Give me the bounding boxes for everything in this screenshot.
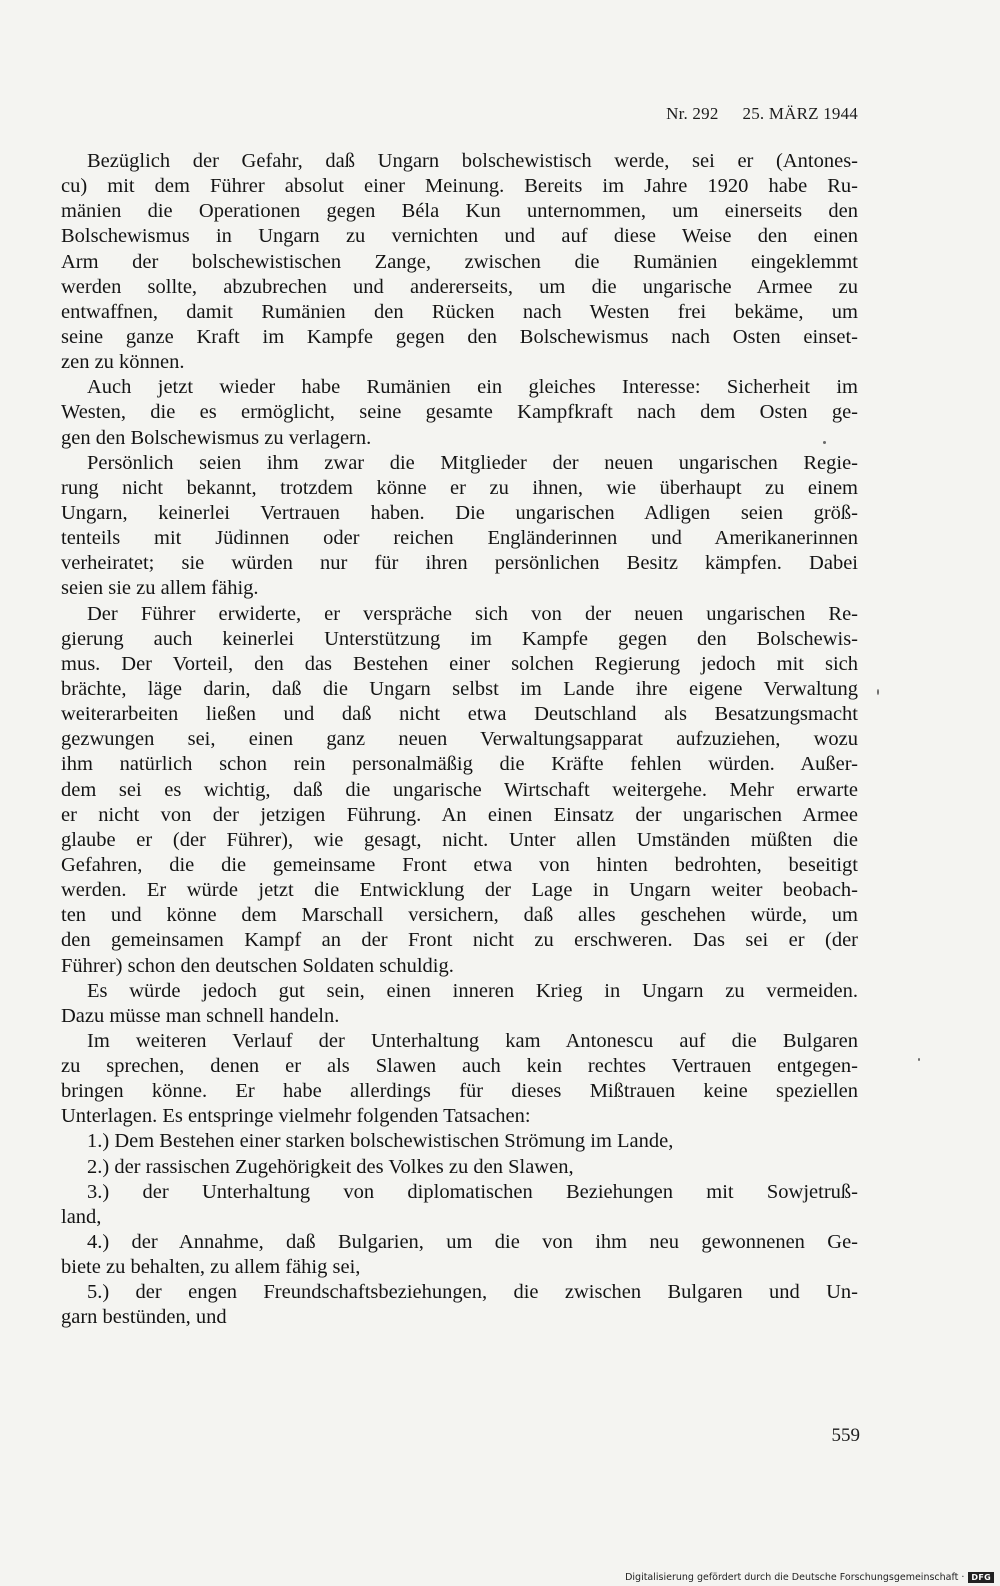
text-line: land, (61, 1205, 102, 1228)
dfg-logo: DFG (968, 1572, 994, 1583)
text-line: ihm natürlich schon rein personalmäßig die Kräfte fehlen würden. Außer- (61, 753, 858, 776)
text-line: Führer) schon den deutschen Soldaten schuldig. (61, 954, 454, 977)
paragraph (61, 1180, 858, 1230)
paragraph (61, 979, 858, 1029)
text-line: ten und könne dem Marschall versichern, daß alles geschehen würde, um (61, 904, 858, 927)
text-line: entwaffnen, damit Rumänien den Rücken nach Westen frei bekäme, um (61, 300, 858, 323)
text-line: 2.) der rassischen Zugehörigkeit des Volkes zu den Slawen, (87, 1155, 574, 1178)
text-line: den gemeinsamen Kampf an der Front nicht zu erschweren. Das sei er (der (61, 929, 858, 952)
text-line: brächte, läge darin, daß die Ungarn selbst im Lande ihre eigene Verwaltung (61, 677, 858, 700)
text-line: seien sie zu allem fähig. (61, 577, 259, 600)
text-line: Der Führer erwiderte, er verspräche sich von der neuen ungarischen Re- (87, 602, 858, 625)
text-line: rung nicht bekannt, trotzdem könne er zu ihnen, wie überhaupt zu einem (61, 476, 858, 499)
running-header (666, 104, 858, 124)
scan-speck (823, 441, 826, 444)
text-line: gen den Bolschewismus zu verlagern. (61, 426, 372, 449)
text-line: Bezüglich der Gefahr, daß Ungarn bolschewistisch werde, sei er (Antones- (87, 150, 858, 172)
text-line: Im weiteren Verlauf der Unterhaltung kam Antonescu auf die Bulgaren (87, 1029, 858, 1052)
paragraph (61, 602, 858, 979)
text-line: gierung auch keinerlei Unterstützung im Kampfe gegen den Bolschewis- (61, 627, 858, 650)
paragraph (61, 1129, 858, 1154)
paragraph (61, 1280, 858, 1330)
text-line: tenteils mit Jüdinnen oder reichen Engländerinnen und Amerikanerinnen (61, 527, 858, 550)
text-line: biete zu behalten, zu allem fähig sei, (61, 1256, 361, 1279)
digitization-credit (625, 1572, 994, 1583)
text-line: werden sollte, abzubrechen und andererseits, um die ungarische Armee zu (61, 275, 858, 298)
text-line: weiterarbeiten ließen und daß nicht etwa Deutschland als Besatzungsmacht (61, 703, 858, 726)
paragraph (61, 1155, 858, 1180)
text-line: Westen, die es ermöglicht, seine gesamte Kampfkraft nach dem Osten ge- (61, 401, 858, 424)
text-line: zu sprechen, denen er als Slawen auch kein rechtes Vertrauen entgegen- (61, 1055, 858, 1078)
text-line: bringen könne. Er habe allerdings für dieses Mißtrauen keine speziellen (61, 1080, 858, 1103)
text-line: Ungarn, keinerlei Vertrauen haben. Die ungarischen Adligen seien größ- (61, 501, 858, 524)
paragraph (61, 451, 858, 602)
text-line: er nicht von der jetzigen Führung. An einen Einsatz der ungarischen Armee (61, 803, 858, 826)
text-line: verheiratet; sie würden nur für ihren persönlichen Besitz kämpfen. Dabei (61, 552, 858, 575)
text-line: gezwungen sei, einen ganz neuen Verwaltungsapparat aufzuziehen, wozu (61, 728, 858, 751)
text-line: mus. Der Vorteil, den das Bestehen einer solchen Regierung jedoch mit sich (61, 652, 858, 675)
text-line: dem sei es wichtig, daß die ungarische Wirtschaft weitergehe. Mehr erwarte (61, 778, 858, 801)
text-line: Arm der bolschewistischen Zange, zwischen die Rumänien eingeklemmt (61, 250, 858, 273)
credit-text: Digitalisierung gefördert durch die Deutsche Forschungsgemeinschaft · (625, 1572, 965, 1583)
body-text (61, 149, 858, 1331)
text-line: Unterlagen. Es entspringe vielmehr folgenden Tatsachen: (61, 1105, 531, 1128)
text-line: werden. Er würde jetzt die Entwicklung der Lage in Ungarn weiter beobach- (61, 879, 858, 902)
text-line: glaube er (der Führer), wie gesagt, nicht. Unter allen Umständen müßten die (61, 828, 858, 851)
paragraph (61, 1230, 858, 1280)
text-line: 4.) der Annahme, daß Bulgarien, um die von ihm neu gewonnenen Ge- (87, 1231, 858, 1254)
text-line: Gefahren, die die gemeinsame Front etwa von hinten bedrohten, beseitigt (61, 853, 858, 876)
paragraph (61, 375, 858, 450)
text-line: Persönlich seien ihm zwar die Mitglieder der neuen ungarischen Regie- (87, 451, 858, 474)
text-line: cu) mit dem Führer absolut einer Meinung. Bereits im Jahre 1920 habe Ru- (61, 175, 858, 198)
paragraph (61, 149, 858, 375)
text-line: zen zu können. (61, 351, 185, 374)
text-line: Bolschewismus in Ungarn zu vernichten und auf diese Weise den einen (61, 225, 858, 248)
text-line: mänien die Operationen gegen Béla Kun unternommen, um einerseits den (61, 200, 858, 223)
text-line: Es würde jedoch gut sein, einen inneren Krieg in Ungarn zu vermeiden. (87, 979, 858, 1002)
text-line: 5.) der engen Freundschaftsbeziehungen, die zwischen Bulgaren und Un- (87, 1281, 858, 1304)
text-line: 3.) der Unterhaltung von diplomatischen Beziehungen mit Sowjetruß- (87, 1180, 858, 1203)
text-line: seine ganze Kraft im Kampfe gegen den Bolschewismus nach Osten einset- (61, 325, 858, 348)
scan-speck (877, 689, 879, 695)
text-line: 1.) Dem Bestehen einer starken bolschewistischen Strömung im Lande, (87, 1130, 674, 1153)
document-number: Nr. 292 (666, 104, 719, 123)
text-line: garn bestünden, und (61, 1306, 227, 1329)
page-number: 559 (831, 1425, 860, 1446)
document-date: 25. MÄRZ 1944 (742, 104, 858, 123)
text-line: Auch jetzt wieder habe Rumänien ein gleiches Interesse: Sicherheit im (87, 376, 858, 399)
paragraph (61, 1029, 858, 1130)
text-line: Dazu müsse man schnell handeln. (61, 1004, 340, 1027)
scan-speck (918, 1058, 920, 1061)
